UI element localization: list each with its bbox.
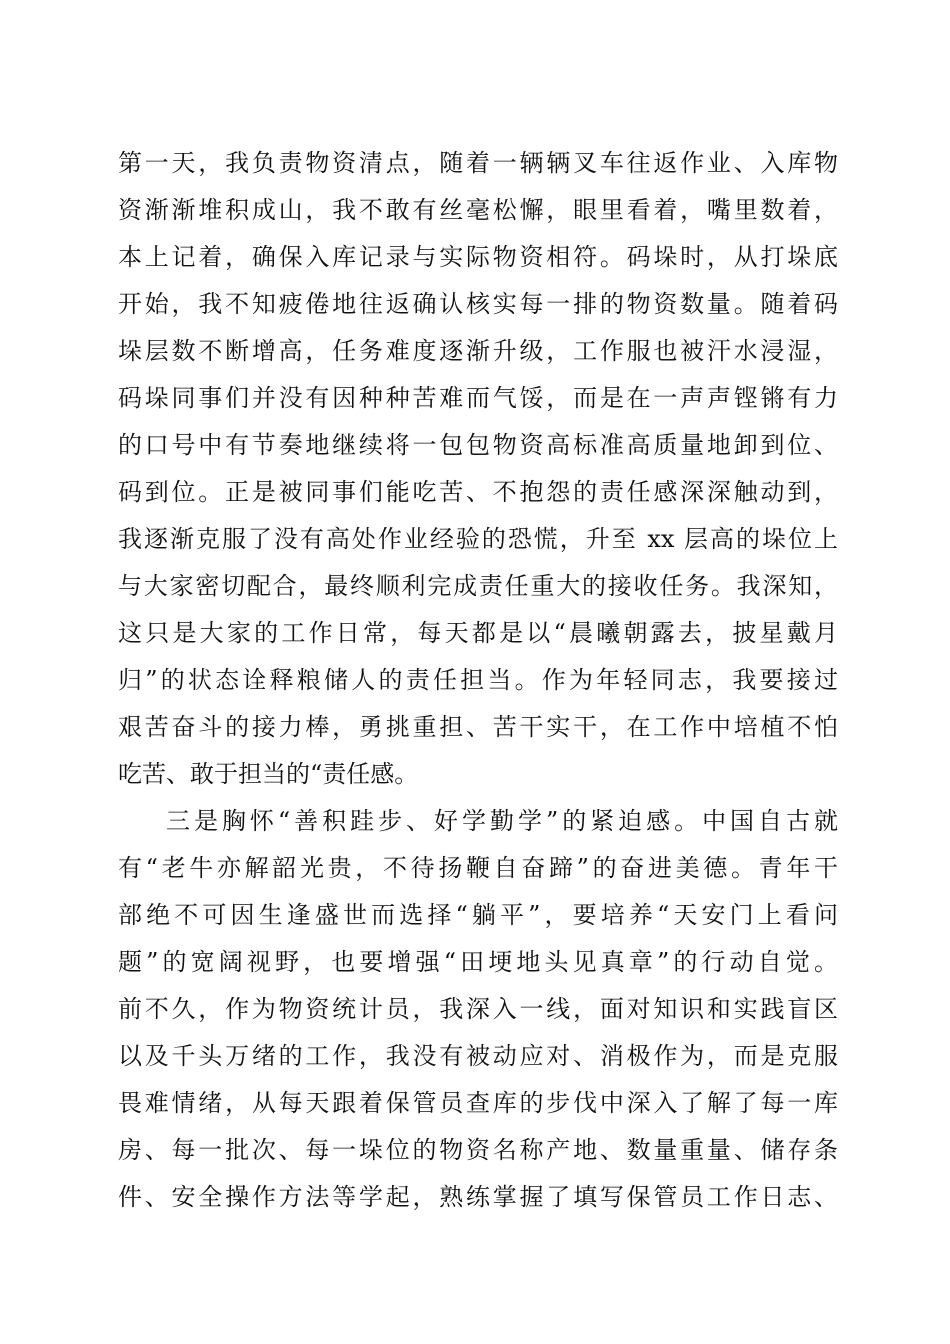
text-line: 第一天，我负责物资清点，随着一辆辆叉车往返作业、入库物 — [118, 149, 838, 177]
paragraph-start-line: 三是胸怀“善积跬步、好学勤学”的紧迫感。中国自古就 — [166, 807, 838, 835]
text-line: 垛层数不断增高，任务难度逐渐升级，工作服也被汗水浸湿， — [118, 337, 838, 365]
text-line: 码垛同事们并没有因种种苦难而气馁，而是在一声声铿锵有力 — [118, 384, 838, 412]
text-line: 房、每一批次、每一垛位的物资名称产地、数量重量、储存条 — [118, 1136, 838, 1164]
text-line: 艰苦奋斗的接力棒，勇挑重担、苦干实干，在工作中培植不怕 — [118, 713, 838, 741]
text-line: 码到位。正是被同事们能吃苦、不抱怨的责任感深深触动到， — [118, 478, 838, 506]
text-line: 的口号中有节奏地继续将一包包物资高标准高质量地卸到位、 — [118, 431, 838, 459]
text-line: 与大家密切配合，最终顺利完成责任重大的接收任务。我深知， — [118, 572, 838, 600]
text-line: 这只是大家的工作日常，每天都是以“晨曦朝露去，披星戴月 — [118, 619, 838, 647]
text-line: 资渐渐堆积成山，我不敢有丝毫松懈，眼里看着，嘴里数着， — [118, 196, 838, 224]
text-line: 归”的状态诠释粮储人的责任担当。作为年轻同志，我要接过 — [118, 666, 838, 694]
text-line: 畏难情绪，从每天跟着保管员查库的步伐中深入了解了每一库 — [118, 1089, 838, 1117]
text-line: 开始，我不知疲倦地往返确认核实每一排的物资数量。随着码 — [118, 290, 838, 318]
text-line: 我逐渐克服了没有高处作业经验的恐慌，升至 xx 层高的垛位上 — [118, 525, 838, 553]
text-line: 前不久，作为物资统计员，我深入一线，面对知识和实践盲区 — [118, 995, 838, 1023]
text-line: 本上记着，确保入库记录与实际物资相符。码垛时，从打垛底 — [118, 243, 838, 271]
text-line: 以及千头万绪的工作，我没有被动应对、消极作为，而是克服 — [118, 1042, 838, 1070]
text-line: 有“老牛亦解韶光贵，不待扬鞭自奋蹄”的奋进美德。青年干 — [118, 854, 838, 882]
text-line: 题”的宽阔视野，也要增强“田埂地头见真章”的行动自觉。 — [118, 948, 838, 976]
text-line: 吃苦、敢于担当的“责任感。 — [118, 760, 419, 788]
text-line: 部绝不可因生逢盛世而选择“躺平”，要培养“天安门上看问 — [118, 901, 838, 929]
text-line: 件、安全操作方法等学起，熟练掌握了填写保管员工作日志、 — [118, 1183, 838, 1211]
